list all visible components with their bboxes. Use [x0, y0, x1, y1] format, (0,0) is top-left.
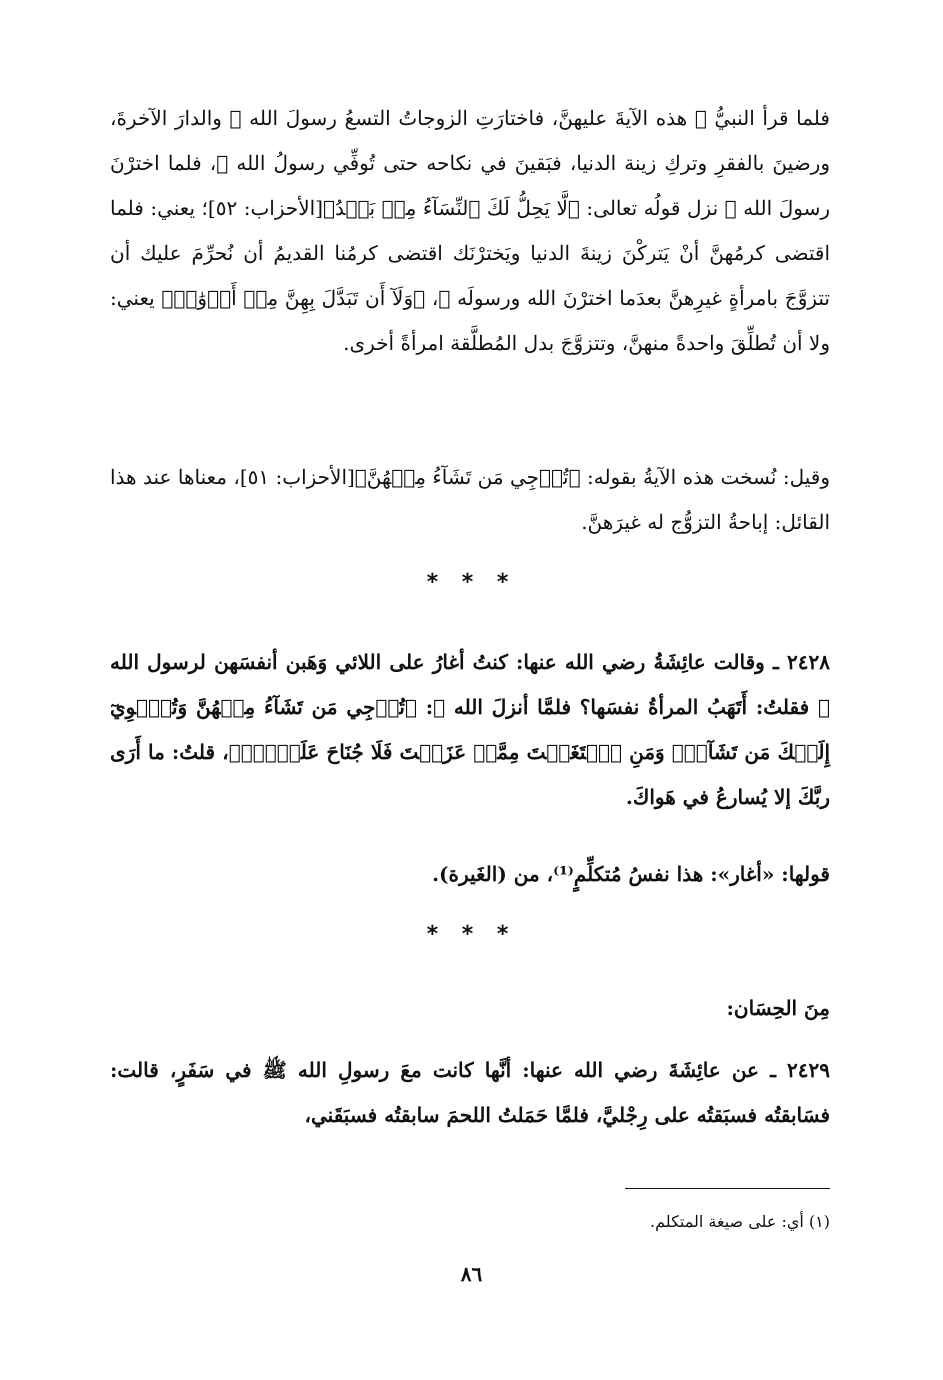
section-separator-1: * * *	[426, 570, 517, 595]
section-title: مِنَ الحِسَان:	[726, 996, 830, 1020]
explanation-paragraph: قولها: «أغار»: هذا نفسُ مُتكلِّمٍ⁽¹⁾، من (الغَيرة).	[432, 862, 830, 886]
footnote: (١) أي: على صيغة المتكلم.	[650, 1212, 830, 1231]
page-number: ٨٦	[460, 1262, 483, 1286]
hadith-2428: ٢٤٢٨ ـ وقالت عائِشَةُ رضي الله عنها: كنتُ أغارُ على اللائي وَهَبن أنفسَهن لرسول الله ﷺ فقلتُ: أَتَهَبُ المرأةُ نفسَها؟ فلمَّا أنزلَ الله ﷻ: ﴿تُرۡجِي مَن تَشَآءُ مِنۡهُنَّ وَتُـٔۡوِيٓ إِلَيۡكَ مَن تَشَآءُۖ وَمَنِ ٱبۡتَغَيۡتَ مِمَّنۡ عَزَلۡتَ فَلَا جُنَاحَ عَلَيۡكَۚ﴾، قلتُ: ما أَرَى ربَّكَ إلا يُسارعُ في هَواكَ.	[110, 650, 830, 809]
section-separator-2: * * *	[426, 922, 517, 947]
footnote-divider	[625, 1188, 830, 1189]
paragraph-2: وقيل: نُسخت هذه الآيةُ بقوله: ﴿تُرۡجِي مَن تَشَآءُ مِنۡهُنَّ﴾[الأحزاب: ٥١]، معناها عند هذا القائل: إباحةُ التزوُّج له غيرَهنَّ.	[110, 465, 830, 534]
paragraph-1: فلما قرأ النبيُّ ﷺ هذه الآيةَ عليهنَّ، فاختارَتِ الزوجاتُ التسعُ رسولَ الله ﷺ والدارَ الآخرةَ، ورضينَ بالفقرِ وتركِ زينة الدنيا، فبَقينَ في نكاحه حتى تُوفِّي رسولُ الله ﷺ، فلما اخترْنَ رسولَ الله ﷺ نزل قولُه تعالى: ﴿لَّا يَحِلُّ لَكَ ٱلنِّسَآءُ مِنۢ بَعۡدُ﴾[الأحزاب: ٥٢]؛ يعني: فلما اقتضى كرمُهنَّ أنْ يَتركْنَ زينةَ الدنيا ويَخترْنَك اقتضى كرمُنا القديمُ أن نُحرِّمَ عليك أن تتزوَّجَ بامرأةٍ غيرِهنَّ بعدَما اخترْنَ الله ورسولَه ﷺ، ﴿وَلَآ أَن تَبَدَّلَ بِهِنَّ مِنۡ أَزۡوَٰجٖ﴾ يعني: ولا أن تُطلِّقَ واحدةً منهنَّ، وتتزوَّجَ بدل المُطلَّقة امرأةً أخرى.	[110, 106, 831, 355]
hadith-2429: ٢٤٢٩ ـ عن عائِشَةَ رضي الله عنها: أنَّها كانت معَ رسولِ الله ﷺ في سَفَرٍ، قالت: فسَابقتُه فسبَقتُه على رِجْليَّ، فلمَّا حَمَلتُ اللحمَ سابقتُه فسبَقَني،	[110, 1058, 830, 1127]
